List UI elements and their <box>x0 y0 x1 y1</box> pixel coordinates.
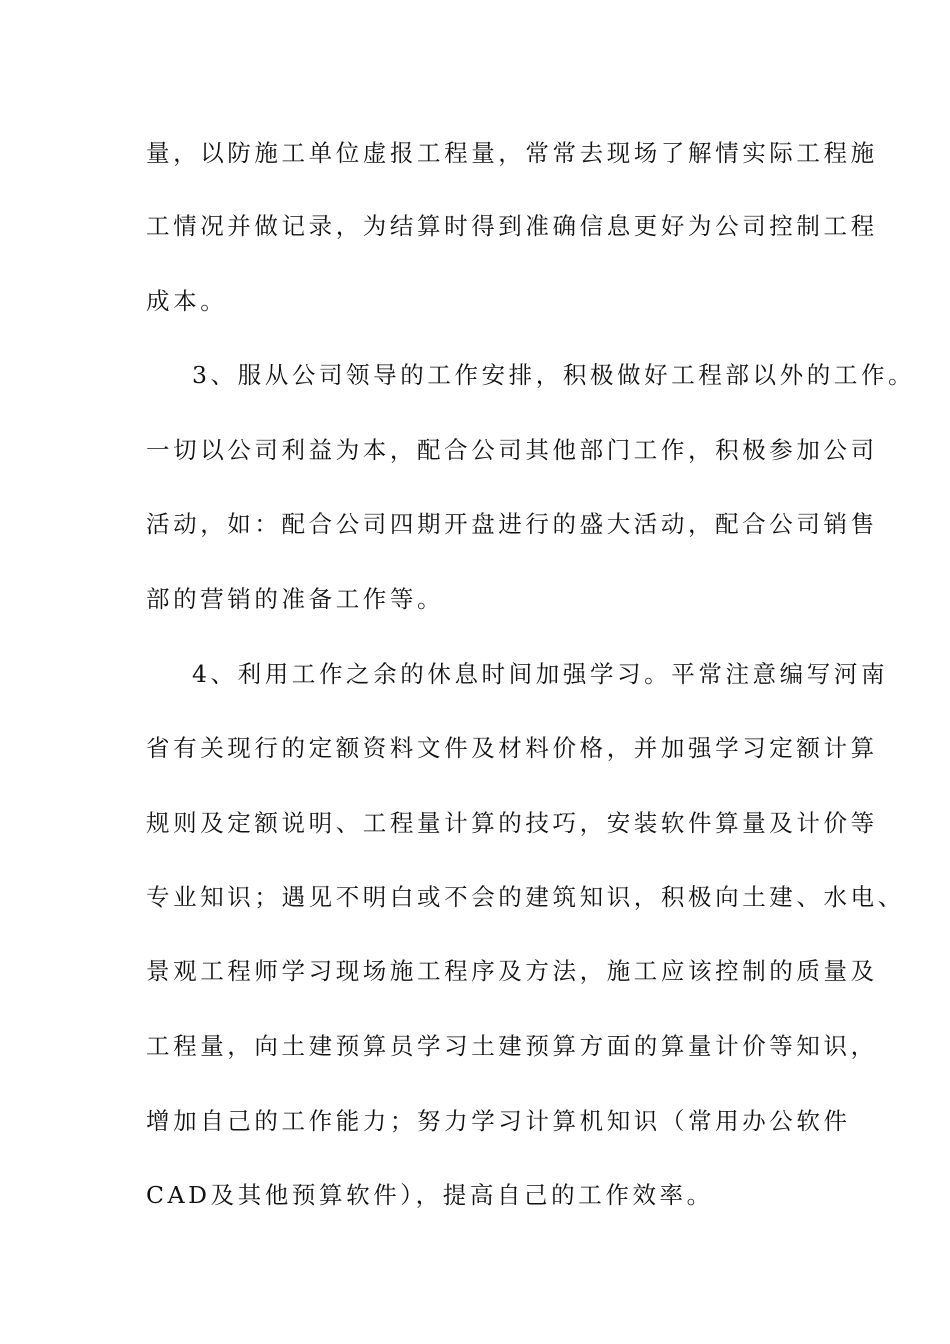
text-line: 工情况并做记录，为结算时得到准确信息更好为公司控制工程 <box>146 212 878 240</box>
paragraph-4-first-line: 4、利用工作之余的休息时间加强学习。平常注意编写河南 <box>192 660 889 688</box>
text-line: 增加自己的工作能力；努力学习计算机知识（常用办公软件 <box>146 1107 851 1135</box>
text-line: 量，以防施工单位虚报工程量，常常去现场了解情实际工程施 <box>146 139 878 167</box>
text-line: 专业知识；遇见不明白或不会的建筑知识，积极向土建、水电、 <box>146 883 905 911</box>
text-line: 规则及定额说明、工程量计算的技巧，安装软件算量及计价等 <box>146 809 878 837</box>
text-line: 景观工程师学习现场施工程序及方法，施工应该控制的质量及 <box>146 957 878 985</box>
text-line: 成本。 <box>146 287 228 315</box>
text-line: 部的营销的准备工作等。 <box>146 585 445 613</box>
text-line: 活动，如：配合公司四期开盘进行的盛大活动，配合公司销售 <box>146 510 878 538</box>
text-line: 一切以公司利益为本，配合公司其他部门工作，积极参加公司 <box>146 436 878 464</box>
paragraph-3-first-line: 3、服从公司领导的工作安排，积极做好工程部以外的工作。 <box>192 361 916 389</box>
text-line: 工程量，向土建预算员学习土建预算方面的算量计价等知识， <box>146 1032 878 1060</box>
text-line: 省有关现行的定额资料文件及材料价格，并加强学习定额计算 <box>146 734 878 762</box>
text-line: CAD及其他预算软件），提高自己的工作效率。 <box>146 1181 714 1209</box>
